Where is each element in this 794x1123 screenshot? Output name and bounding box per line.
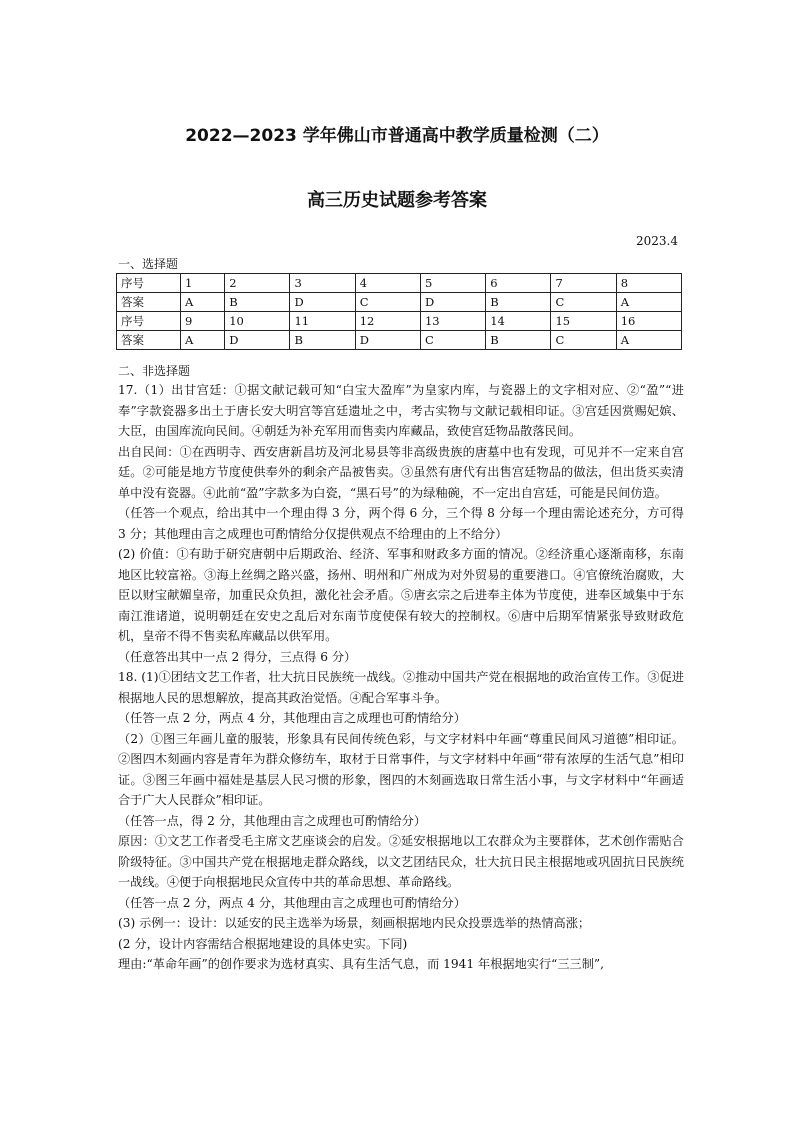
paragraph: 18. (1)①团结文艺工作者，壮大抗日民族统一战线。②推动中国共产党在根据地的政治宣传工作。③促进根据地人民的思想解放，提高其政治觉悟。④配合军事斗争。 (118, 670, 684, 705)
table-cell: D (290, 293, 355, 312)
table-cell: 序号 (117, 312, 181, 331)
table-cell: A (616, 293, 681, 312)
table-cell: A (181, 331, 225, 350)
table-cell: 序号 (117, 274, 181, 293)
paragraph: (2) 价值：①有助于研究唐朝中后期政治、经济、军事和财政多方面的情况。②经济重心逐渐南移，东南地区比较富裕。③海上丝绸之路兴盛，扬州、明州和广州成为对外贸易的重要港口。④官僚统治腐败，大臣以财宝献媚皇帝，加重民众负担，激化社会矛盾。⑤唐玄宗之后进奉主体为节度使，进奉区域集中于东南江淮诸道，说明朝廷在安史之乱后对东南节度使保有较大的控制权。⑥唐中后期军情紧张导致财政危机，皇帝不得不售卖私库藏品以供军用。 (118, 547, 684, 643)
table-cell: 5 (420, 274, 485, 293)
paragraph: 理由:“革命年画”的创作要求为选材真实、具有生活气息，而 1941 年根据地实行“三三制”, (118, 957, 605, 971)
paragraph: 17.（1）出甘宫廷：①据文献记载可知“白宝大盈库”为皇家内库，与瓷器上的文字相对应、②“盈”“进奉”字款瓷器多出土于唐长安大明宫等宫廷遗址之中，考古实物与文献记载相印证。③宫廷因赏赐妃嫔、大臣，由国库流向民间。④朝廷为补充军用而售卖内库藏品，致使宫廷物品散落民间。 (118, 383, 684, 438)
table-cell: A (181, 293, 225, 312)
table-cell: 12 (355, 312, 420, 331)
table-cell: 9 (181, 312, 225, 331)
table-cell: C (551, 331, 616, 350)
table-cell: D (225, 331, 290, 350)
table-cell: 11 (290, 312, 355, 331)
table-cell: 13 (420, 312, 485, 331)
paragraph: （任答一个观点，给出其中一个理由得 3 分，两个得 6 分，三个得 8 分每一个理由需论述充分，方可得 3 分；其他理由言之成理也可酌情给分仅提供观点不给理由的上不给分） (118, 506, 684, 541)
paragraph: （任意答出其中一点 2 得分，三点得 6 分） (118, 649, 357, 664)
table-cell: 7 (551, 274, 616, 293)
table-cell: B (486, 331, 551, 350)
paragraph: （任答一点 2 分，两点 4 分，其他理由言之成理也可酌情给分） (118, 895, 466, 910)
table-cell: C (551, 293, 616, 312)
section-heading-choice: 一、选择题 (118, 257, 179, 271)
table-row (117, 293, 682, 312)
section-heading-nonchoice: 二、非选择题 (118, 364, 191, 378)
table-row (117, 312, 682, 331)
table-cell: 3 (290, 274, 355, 293)
table-cell: D (355, 331, 420, 350)
paragraph: (2 分，设计内容需结合根据地建设的具体史实。下同) (118, 936, 408, 951)
table-cell: A (616, 331, 681, 350)
paragraph: （任答一点 2 分，两点 4 分，其他理由言之成理也可酌情给分） (118, 711, 466, 725)
answer-body (118, 380, 684, 975)
paragraph: （任答一点，得 2 分，其他理由言之成理也可酌情给分） (118, 813, 427, 828)
table-cell: 答案 (117, 293, 181, 312)
table-row (117, 274, 682, 293)
table-cell: C (355, 293, 420, 312)
answer-table (116, 273, 682, 350)
table-cell: 4 (355, 274, 420, 293)
document-subtitle: 高三历史试题参考答案 (307, 190, 487, 211)
paragraph: 原因：①文艺工作者受毛主席文艺座谈会的启发。②延安根据地以工农群众为主要群体，艺术创作需贴合阶级特征。③中国共产党在根据地走群众路线，以文艺团结民众，壮大抗日民主根据地或巩固抗日民族统一战线。④便于向根据地民众宣传中共的革命思想、革命路线。 (118, 834, 684, 889)
paragraph: (3) 示例一：设计：以延安的民主选举为场景，刻画根据地内民众投票选举的热情高涨； (118, 916, 591, 930)
table-cell: B (486, 293, 551, 312)
document-date: 2023.4 (636, 234, 678, 248)
table-cell: 2 (225, 274, 290, 293)
table-cell: B (225, 293, 290, 312)
table-cell: B (290, 331, 355, 350)
table-cell: 1 (181, 274, 225, 293)
table-cell: 8 (616, 274, 681, 293)
table-cell: C (420, 331, 485, 350)
table-cell: 6 (486, 274, 551, 293)
table-cell: D (420, 293, 485, 312)
table-cell: 答案 (117, 331, 181, 350)
table-cell: 10 (225, 312, 290, 331)
document-title: 2022—2023 学年佛山市普通高中教学质量检测（二） (185, 126, 609, 146)
table-cell: 15 (551, 312, 616, 331)
table-cell: 16 (616, 312, 681, 331)
table-row (117, 331, 682, 350)
paragraph: （2）①图三年画儿童的服装，形象具有民间传统色彩，与文字材料中年画“尊重民间风习道德”相印证。②图四木刻画内容是青年为群众修纺车，取材于日常事件，与文字材料中年画“带有浓厚的生活气息”相印证。③图三年画中福娃是基层人民习惯的形象，图四的木刻画选取日常生活小事，与文字材料中“年画适合于广大人民群众”相印证。 (118, 731, 684, 807)
paragraph: 出自民间：①在西明寺、西安唐新昌坊及河北易县等非高级贵族的唐墓中也有发现，可见并不一定来自宫廷。②可能是地方节度使供奉外的剩余产品被售卖。③虽然有唐代有出售宫廷物品的做法，但出货买卖清单中没有瓷器。④此前“盈”字款多为白瓷，“黑石号”的为绿釉碗，不一定出自宫廷，可能是民间仿造。 (118, 444, 684, 500)
table-cell: 14 (486, 312, 551, 331)
